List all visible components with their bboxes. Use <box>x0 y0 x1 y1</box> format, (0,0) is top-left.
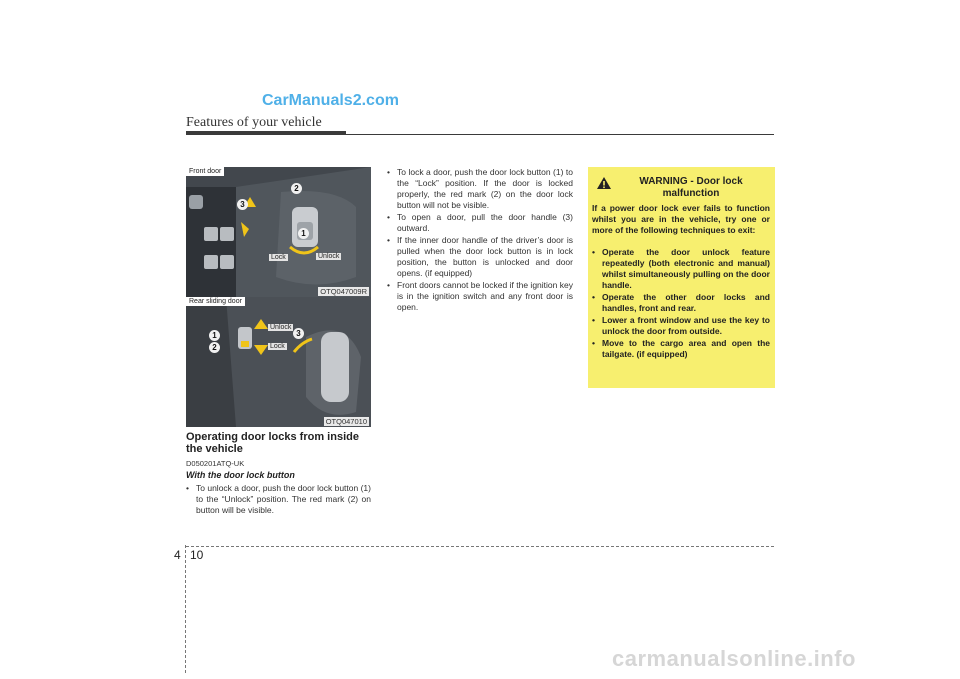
watermark-bottom: carmanualsonline.info <box>612 646 856 671</box>
rear-door-photo <box>186 297 371 427</box>
callout-1: 1 <box>298 228 309 239</box>
callout-1: 1 <box>209 330 220 341</box>
section-heading: Operating door locks from inside the vehicle <box>186 431 359 455</box>
list-item: • If the inner door handle of the driver’s door is pulled when the door lock button is in lock position, the button is unlocked and door opens. (if equipped) <box>387 235 573 279</box>
watermark-top: CarManuals2.com <box>262 92 399 109</box>
warning-box <box>588 167 775 388</box>
front-door-photo <box>186 167 371 297</box>
callout-2: 2 <box>291 183 302 194</box>
section-subheading: With the door lock button <box>186 470 295 480</box>
front-door-label: Front door <box>186 167 224 176</box>
footer-vertical-rule <box>185 545 186 673</box>
header-rule-thin <box>346 134 774 135</box>
page-number: 10 <box>190 548 204 562</box>
list-item: • Front doors cannot be locked if the ignition key is in the ignition switch and any front door is open. <box>387 280 573 313</box>
rear-door-label: Rear sliding door <box>186 297 245 306</box>
warning-list <box>592 247 770 361</box>
list-item: • Lower a front window and use the key to unlock the door from outside. <box>592 315 770 337</box>
list-item: • Operate the other door locks and handles, front and rear. <box>592 292 770 314</box>
unlock-tag: Unlock <box>318 253 340 260</box>
footer-rule <box>186 546 774 547</box>
rear-door-illustration <box>186 297 371 427</box>
list-item: • To unlock a door, push the door lock button (1) to the “Unlock” position. The red mark (2) on button will be visible. <box>186 483 371 516</box>
warning-title: WARNING - Door lock malfunction <box>639 176 743 199</box>
header-rule-thick <box>186 131 346 135</box>
front-door-illustration <box>186 167 371 297</box>
rear-figure-code: OTQ047010 <box>325 417 367 426</box>
unlock-tag: Unlock <box>270 324 292 331</box>
callout-2: 2 <box>209 342 220 353</box>
section-code: D050201ATQ-UK <box>186 459 245 468</box>
front-figure-code: OTQ047009R <box>320 287 367 296</box>
warning-title-row <box>596 176 774 200</box>
left-bullet-list <box>186 483 371 517</box>
list-item: • Move to the cargo area and open the tailgate. (if equipped) <box>592 338 770 360</box>
list-item: • Operate the door unlock feature repeatedly (both electronic and manual) whilst simultaneously pulling on the door handle. <box>592 247 770 291</box>
list-item: • To lock a door, push the door lock button (1) to the “Lock” position. If the door is locked properly, the red mark (2) on the door lock button will not be visible. <box>387 167 573 211</box>
page-header-title: Features of your vehicle <box>186 115 322 130</box>
chapter-number: 4 <box>174 548 181 562</box>
middle-bullet-list <box>387 167 573 314</box>
warning-triangle-icon <box>596 176 612 190</box>
list-item: • To open a door, pull the door handle (3) outward. <box>387 212 573 234</box>
lock-tag: Lock <box>270 343 285 350</box>
callout-3: 3 <box>293 328 304 339</box>
callout-3: 3 <box>237 199 248 210</box>
warning-intro: If a power door lock ever fails to function whilst you are in the vehicle, try one or more of the following techniques to exit: <box>592 203 770 235</box>
lock-tag: Lock <box>271 254 286 261</box>
